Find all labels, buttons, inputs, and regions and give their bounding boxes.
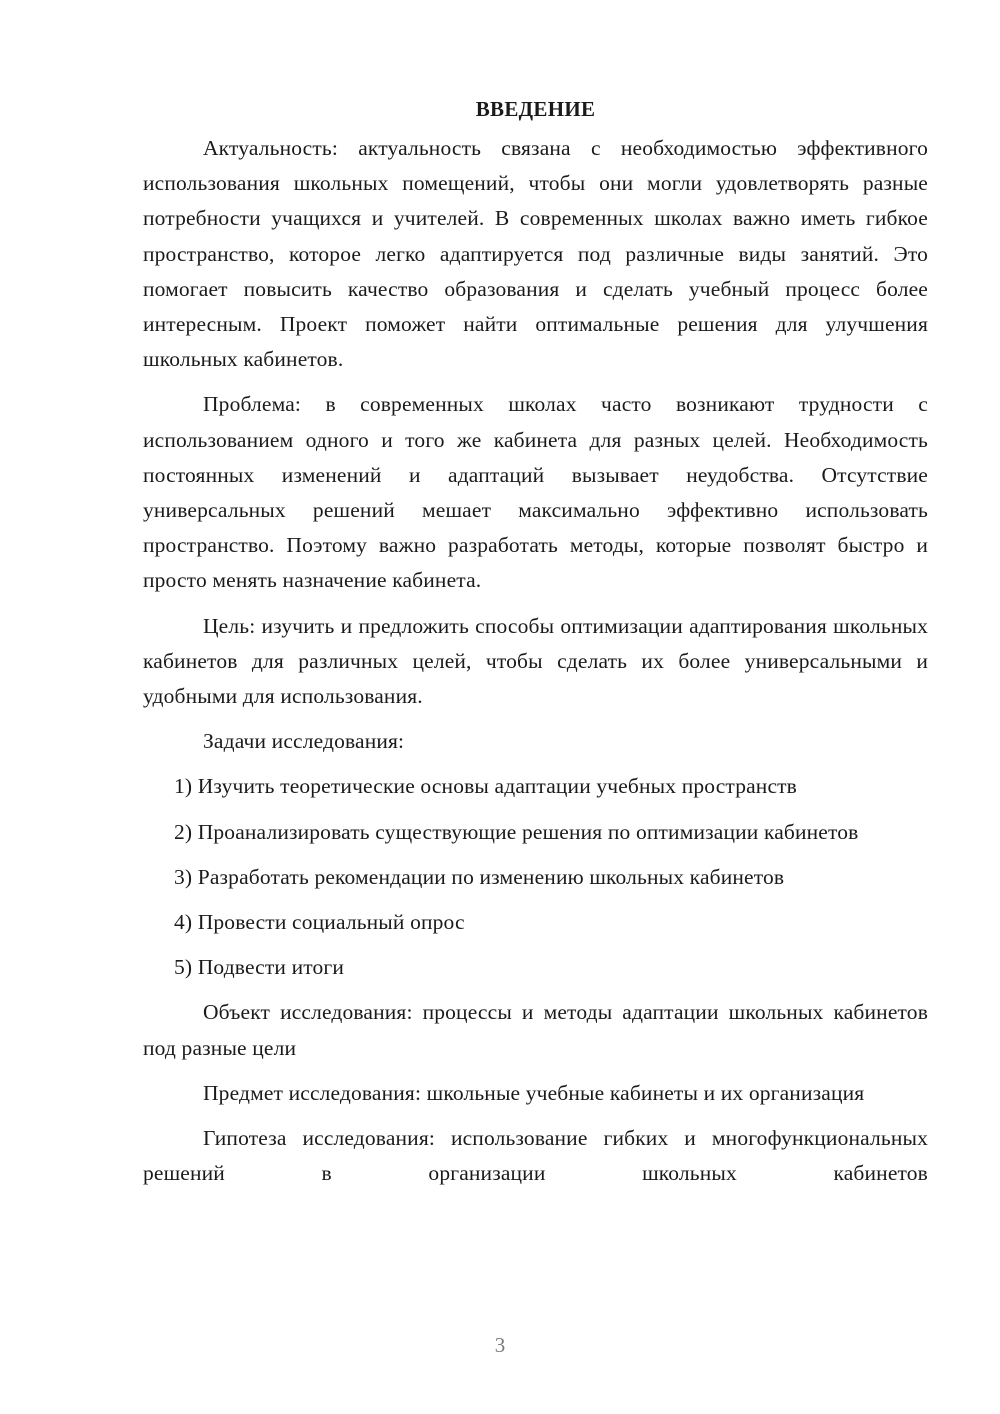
paragraph-subject: Предмет исследования: школьные учебные кабинеты и их организация xyxy=(203,1080,865,1105)
section-title: ВВЕДЕНИЕ xyxy=(475,97,596,121)
paragraph-problem: Проблема: в современных школах часто возникают трудности с использованием одного и того же кабинета для разных целей. Необходимость постоянных изменений и адаптаций вызывает неудобства. Отсутствие универсальных решений мешает максимально эффективно использовать пространство. Поэтому важно разработать методы, которые позволят быстро и просто менять назначение кабинета. xyxy=(143,392,928,593)
paragraph-hypothesis: Гипотеза исследования: использование гибких и многофункциональных решений в организации школьных кабинетов xyxy=(143,1126,928,1186)
task-item-4: 4) Провести социальный опрос xyxy=(174,910,465,935)
paragraph-goal: Цель: изучить и предложить способы оптимизации адаптирования школьных кабинетов для различных целей, чтобы сделать их более универсальными и удобными для использования. xyxy=(143,613,928,709)
task-item-5: 5) Подвести итоги xyxy=(174,955,345,980)
task-item-2: 2) Проанализировать существующие решения по оптимизации кабинетов xyxy=(174,819,859,844)
task-item-1: 1) Изучить теоретические основы адаптации учебных пространств xyxy=(174,774,797,799)
task-item-3: 3) Разработать рекомендации по изменению школьных кабинетов xyxy=(174,864,785,889)
paragraph-tasks-heading: Задачи исследования: xyxy=(203,729,405,754)
page-number: 3 xyxy=(494,1333,506,1357)
paragraph-object: Объект исследования: процессы и методы адаптации школьных кабинетов под разные цели xyxy=(143,1000,928,1060)
paragraph-relevance: Актуальность: актуальность связана с необходимостью эффективного использования школьных помещений, чтобы они могли удовлетворять разные потребности учащихся и учителей. В современных школах важно иметь гибкое пространство, которое легко адаптируется под различные виды занятий. Это помогает повысить качество образования и сделать учебный процесс более интересным. Проект поможет найти оптимальные решения для улучшения школьных кабинетов. xyxy=(143,136,928,372)
document-page xyxy=(143,92,928,1191)
